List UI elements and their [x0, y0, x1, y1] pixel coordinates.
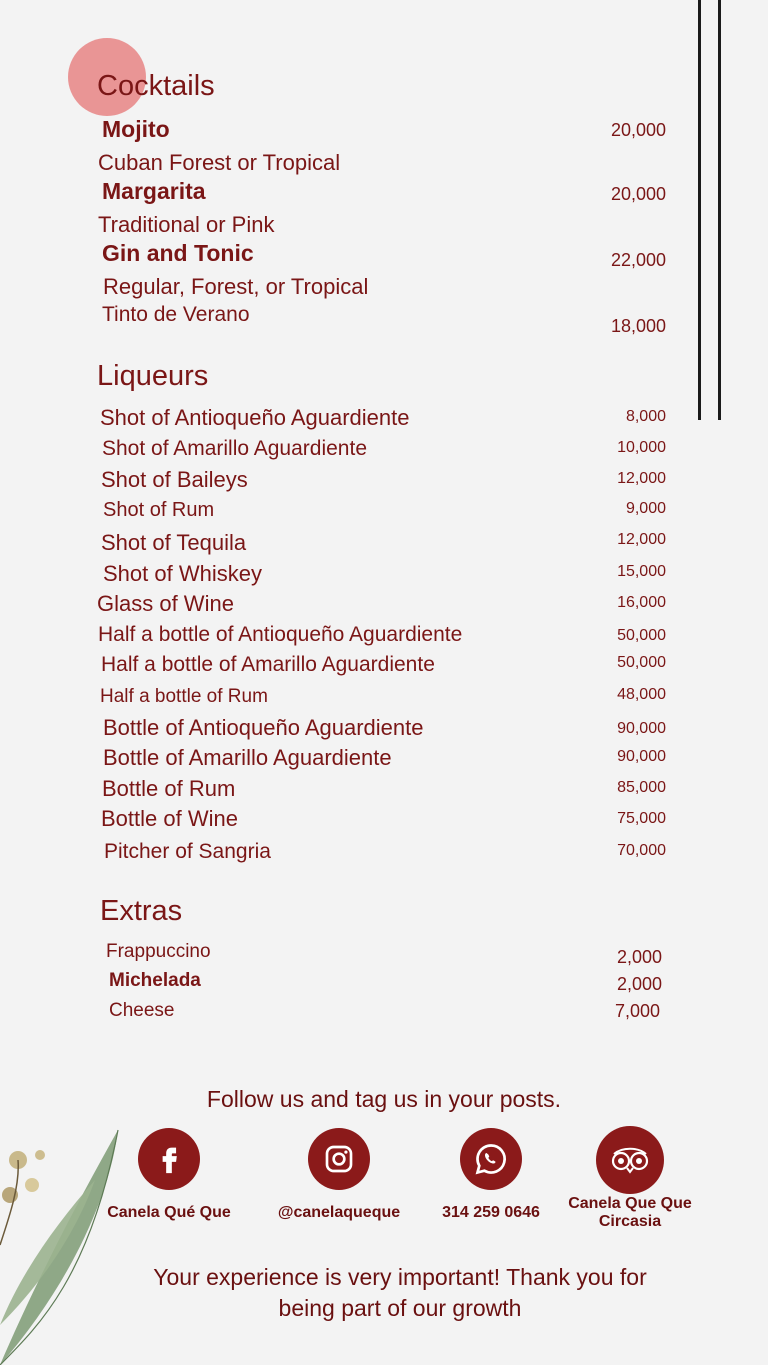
item-name: Bottle of Rum: [102, 776, 236, 801]
item-name: Shot of Tequila: [101, 530, 247, 555]
item-name: Mojito: [102, 116, 170, 142]
facebook-icon[interactable]: [138, 1128, 200, 1190]
item-name: Shot of Antioqueño Aguardiente: [100, 405, 410, 430]
item-price: 22,000: [610, 250, 666, 270]
liqueurs-title: Liqueurs: [97, 360, 209, 392]
menu-row: [0, 776, 768, 806]
item-name: Shot of Rum: [103, 499, 215, 521]
social-label: @canelaqueque: [277, 1204, 401, 1221]
menu-row: [0, 806, 768, 836]
item-name: Bottle of Wine: [101, 806, 238, 831]
menu-row-margarita: [0, 178, 768, 208]
item-price: 12,000: [617, 531, 666, 548]
item-price: 85,000: [617, 779, 666, 796]
menu-row: [0, 405, 768, 435]
item-price: 20,000: [610, 184, 666, 204]
whatsapp-icon[interactable]: [460, 1128, 522, 1190]
menu-row: [0, 623, 768, 653]
decor-line-right: [718, 0, 721, 420]
item-price: 20,000: [610, 120, 666, 140]
item-name: Shot of Amarillo Aguardiente: [102, 437, 368, 460]
item-name: Shot of Baileys: [101, 467, 248, 492]
item-name: Pitcher of Sangria: [104, 840, 271, 863]
decor-line-left: [698, 0, 701, 420]
item-price: 7,000: [614, 1001, 660, 1021]
social-label: Canela Qué Que: [107, 1204, 231, 1221]
item-price: 18,000: [610, 316, 666, 336]
social-facebook[interactable]: [79, 1128, 259, 1222]
thanks-line-1: Your experience is very important! Thank you for: [153, 1264, 647, 1290]
menu-row: [0, 437, 768, 467]
item-price: 50,000: [617, 627, 666, 644]
tripadvisor-icon[interactable]: [596, 1126, 664, 1194]
menu-row: [0, 591, 768, 621]
menu-row: [0, 970, 768, 1000]
item-desc: Traditional or Pink: [98, 212, 275, 237]
item-price: 8,000: [625, 408, 666, 425]
instagram-icon[interactable]: [308, 1128, 370, 1190]
item-price: 16,000: [617, 594, 666, 611]
item-name: Gin and Tonic: [102, 240, 254, 266]
menu-row: [0, 715, 768, 745]
item-name: Michelada: [109, 970, 201, 991]
item-price: 12,000: [617, 470, 666, 487]
item-name: Glass of Wine: [97, 591, 234, 616]
item-name: Half a bottle of Rum: [100, 686, 268, 707]
item-price: 48,000: [617, 686, 666, 703]
item-name: Cheese: [109, 1000, 175, 1021]
item-name: Margarita: [102, 178, 206, 204]
thanks-message: [0, 1262, 768, 1324]
menu-row: [0, 1000, 768, 1030]
menu-row-gin-tonic: [0, 240, 768, 270]
menu-row: [0, 561, 768, 591]
extras-title: Extras: [100, 895, 183, 927]
item-name: Bottle of Antioqueño Aguardiente: [103, 715, 424, 740]
follow-text: Follow us and tag us in your posts.: [206, 1086, 562, 1112]
item-price: 90,000: [617, 720, 666, 737]
item-name: Bottle of Amarillo Aguardiente: [103, 745, 392, 770]
item-price: 10,000: [617, 439, 666, 456]
social-label: Canela Que Que Circasia: [568, 1195, 692, 1230]
menu-row: [0, 745, 768, 775]
menu-row: [0, 653, 768, 683]
item-name: Tinto de Verano: [102, 303, 250, 326]
menu-row: [0, 941, 768, 971]
cocktails-title: Cocktails: [97, 70, 215, 102]
item-desc: Regular, Forest, or Tropical: [103, 274, 369, 299]
item-desc: Cuban Forest or Tropical: [98, 150, 341, 175]
item-price: 70,000: [617, 842, 666, 859]
item-price: 75,000: [617, 810, 666, 827]
menu-row: [0, 530, 768, 560]
thanks-line-2: being part of our growth: [278, 1295, 522, 1321]
item-name: Shot of Whiskey: [103, 561, 262, 586]
item-name: Half a bottle of Antioqueño Aguardiente: [98, 623, 463, 646]
menu-row-mojito: [0, 116, 768, 146]
item-price: 9,000: [625, 500, 666, 517]
item-price: 15,000: [617, 563, 666, 580]
menu-row: [0, 686, 768, 716]
social-tripadvisor[interactable]: [540, 1126, 720, 1231]
menu-row: [0, 840, 768, 870]
item-price: 2,000: [616, 947, 662, 967]
item-price: 90,000: [617, 748, 666, 765]
menu-row: [0, 499, 768, 529]
menu-row: [0, 467, 768, 497]
item-name: Half a bottle of Amarillo Aguardiente: [101, 653, 435, 676]
item-price: 50,000: [617, 654, 666, 671]
item-price: 2,000: [616, 974, 662, 994]
menu-row-tinto: [0, 303, 768, 336]
social-label: 314 259 0646: [442, 1204, 540, 1221]
item-name: Frappuccino: [106, 941, 211, 962]
